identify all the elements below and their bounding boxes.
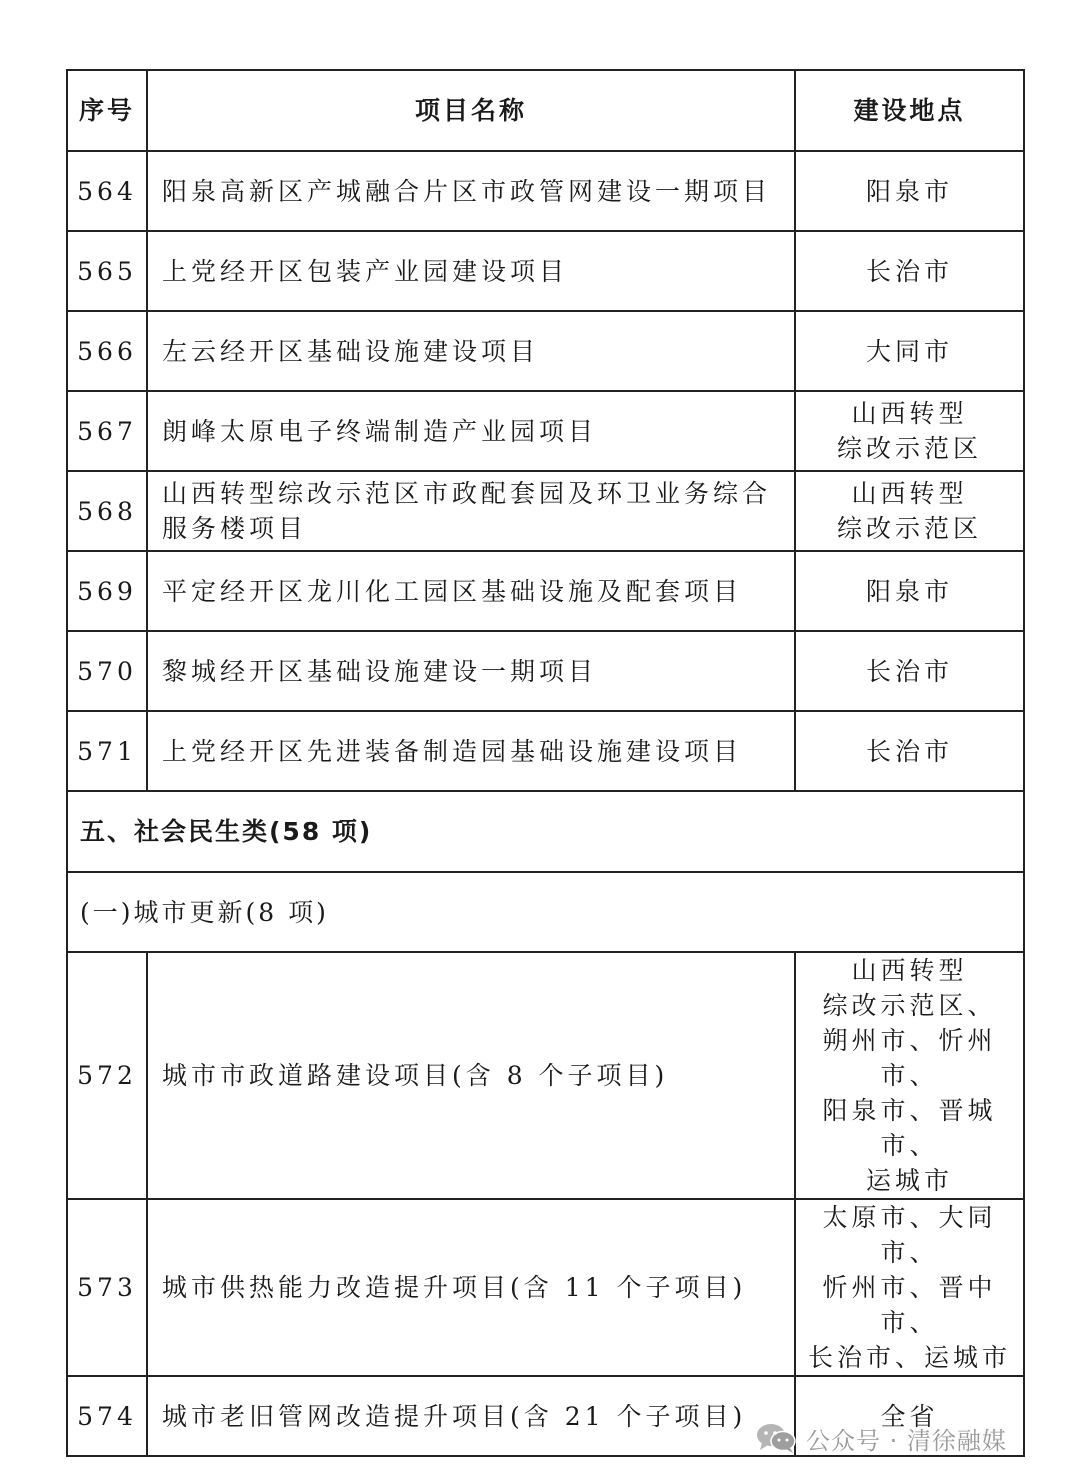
- category-row: [67, 791, 1024, 872]
- subcategory-heading: (一)城市更新(8 项): [67, 872, 1024, 952]
- table-row: [67, 391, 1024, 471]
- row-number: 569: [67, 551, 147, 631]
- header-number: 序号: [67, 70, 147, 151]
- table-row: [67, 1199, 1024, 1376]
- row-project-name: 平定经开区龙川化工园区基础设施及配套项目: [147, 551, 795, 631]
- category-heading: 五、社会民生类(58 项): [67, 791, 1024, 872]
- row-project-name: 黎城经开区基础设施建设一期项目: [147, 631, 795, 711]
- row-location: 长治市: [795, 631, 1024, 711]
- row-location: 山西转型 综改示范区: [795, 391, 1024, 471]
- row-location: 阳泉市: [795, 151, 1024, 231]
- subcategory-row: [67, 872, 1024, 952]
- table-row: [67, 151, 1024, 231]
- row-project-name: 山西转型综改示范区市政配套园及环卫业务综合服务楼项目: [147, 471, 795, 551]
- row-project-name: 上党经开区包装产业园建设项目: [147, 231, 795, 311]
- row-location: 阳泉市: [795, 551, 1024, 631]
- table-row: [67, 471, 1024, 551]
- row-location: 全省: [795, 1376, 1024, 1456]
- header-location: 建设地点: [795, 70, 1024, 151]
- row-location: 长治市: [795, 711, 1024, 791]
- table-row: [67, 231, 1024, 311]
- row-number: 564: [67, 151, 147, 231]
- row-project-name: 城市供热能力改造提升项目(含 11 个子项目): [147, 1199, 795, 1376]
- row-project-name: 城市市政道路建设项目(含 8 个子项目): [147, 952, 795, 1199]
- row-number: 572: [67, 952, 147, 1199]
- row-location: 太原市、大同市、 忻州市、晋中市、 长治市、运城市: [795, 1199, 1024, 1376]
- table-header-row: [67, 70, 1024, 151]
- header-project-name: 项目名称: [147, 70, 795, 151]
- table-row: [67, 631, 1024, 711]
- row-project-name: 朗峰太原电子终端制造产业园项目: [147, 391, 795, 471]
- row-number: 568: [67, 471, 147, 551]
- row-location: 大同市: [795, 311, 1024, 391]
- table-row: [67, 551, 1024, 631]
- row-number: 565: [67, 231, 147, 311]
- wechat-icon: [756, 1422, 796, 1454]
- row-location: 长治市: [795, 231, 1024, 311]
- row-number: 571: [67, 711, 147, 791]
- row-project-name: 上党经开区先进装备制造园基础设施建设项目: [147, 711, 795, 791]
- table-row: [67, 311, 1024, 391]
- row-number: 574: [67, 1376, 147, 1456]
- row-number: 567: [67, 391, 147, 471]
- table-row: [67, 952, 1024, 1199]
- table-row: [67, 711, 1024, 791]
- row-location: 山西转型 综改示范区、 朔州市、忻州市、 阳泉市、晋城市、 运城市: [795, 952, 1024, 1199]
- row-project-name: 左云经开区基础设施建设项目: [147, 311, 795, 391]
- watermark: [756, 1418, 1007, 1458]
- row-location: 山西转型 综改示范区: [795, 471, 1024, 551]
- row-number: 566: [67, 311, 147, 391]
- row-project-name: 城市老旧管网改造提升项目(含 21 个子项目): [147, 1376, 795, 1456]
- watermark-text: 公众号 · 清徐融媒: [806, 1426, 1007, 1455]
- project-table: [66, 69, 1025, 1457]
- row-number: 573: [67, 1199, 147, 1376]
- row-project-name: 阳泉高新区产城融合片区市政管网建设一期项目: [147, 151, 795, 231]
- row-number: 570: [67, 631, 147, 711]
